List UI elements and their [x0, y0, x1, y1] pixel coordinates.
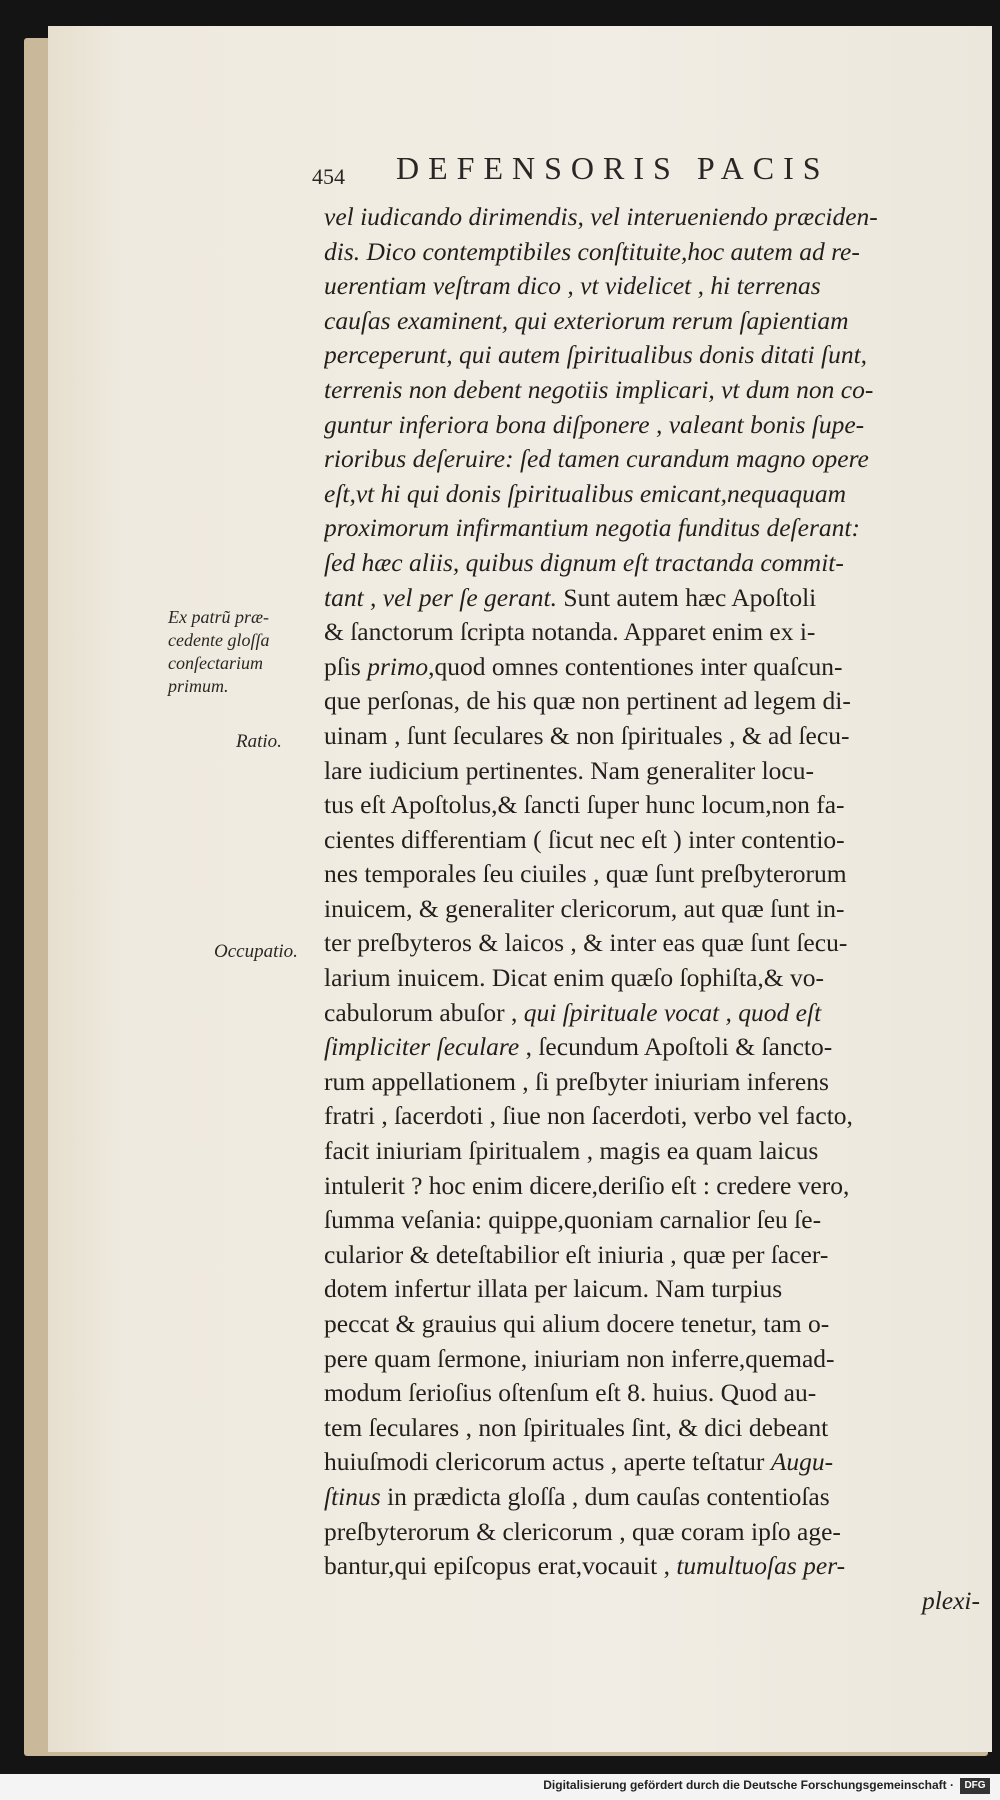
text-run: vel iudicando dirimendis, vel interueniendo præciden-	[324, 202, 878, 231]
margin-note-occupatio	[214, 940, 298, 963]
text-run: que perſonas, de his quæ non pertinent ad legem di-	[324, 686, 851, 716]
text-line	[324, 823, 986, 858]
text-run: ſed hæc aliis, quibus dignum eſt tractanda commit-	[324, 547, 844, 577]
text-run: perceperunt, qui autem ſpiritualibus donis ditati ſunt,	[324, 340, 868, 370]
text-run: proximorum infirmantium negotia funditus deſerant:	[324, 513, 860, 543]
running-title: DEFENSORIS PACIS	[396, 150, 830, 186]
text-run: cabulorum abuſor ,	[324, 997, 524, 1027]
dfg-logo-icon: DFG	[960, 1778, 990, 1794]
text-line	[324, 1342, 986, 1377]
text-line	[324, 1480, 986, 1515]
text-run: fratri , ſacerdoti , ſiue non ſacerdoti, verbo vel facto,	[324, 1101, 853, 1131]
footer-credit: Digitalisierung gefördert durch die Deutsche Forschungsgemeinschaft ·	[543, 1778, 954, 1792]
margin-note-line: Ratio.	[236, 731, 282, 752]
text-run: facit iniuriam ſpiritualem , magis ea quam laicus	[324, 1136, 819, 1166]
text-run: , ſecundum Apoſtoli & ſancto-	[519, 1032, 833, 1062]
text-line	[324, 408, 986, 443]
margin-note-ratio	[236, 730, 282, 753]
text-line	[324, 1238, 986, 1273]
text-run: rum appellationem , ſi preſbyter iniuriam inferens	[324, 1066, 829, 1096]
margin-note-consectarium	[168, 606, 269, 698]
text-run: dis. Dico contemptibiles conſtituite,hoc autem ad re-	[324, 236, 860, 266]
text-line	[324, 1030, 986, 1065]
text-run: rioribus deſeruire: ſed tamen curandum magno opere	[324, 444, 869, 474]
text-line	[324, 926, 986, 961]
text-run: ſumma veſania: quippe,quoniam carnalior ſeu ſe-	[324, 1205, 822, 1235]
text-line	[324, 961, 986, 996]
text-line	[324, 235, 986, 270]
text-run: ſimpliciter ſeculare	[324, 1032, 520, 1062]
text-line	[324, 477, 986, 512]
text-line	[324, 546, 986, 581]
text-run: tumultuoſas per-	[676, 1551, 846, 1581]
text-line	[324, 1065, 986, 1100]
digitization-footer	[0, 1774, 1000, 1800]
text-run: primo	[367, 651, 429, 681]
text-line	[324, 719, 986, 754]
text-run: modum ſerioſius oſtenſum eſt 8. huius. Quod au-	[324, 1378, 817, 1408]
text-run: ter preſbyteros & laicos , & inter eas quæ ſunt ſecu-	[324, 928, 848, 958]
text-run: dotem infertur illata per laicum. Nam turpius	[324, 1274, 783, 1304]
text-run: preſbyterorum & clericorum , quæ coram ipſo age-	[324, 1516, 841, 1546]
text-run: ſtinus	[324, 1481, 381, 1511]
text-line	[324, 857, 986, 892]
text-line	[324, 615, 986, 650]
text-line	[324, 200, 986, 235]
text-run: cauſas examinent, qui exteriorum rerum ſapientiam	[324, 305, 849, 335]
text-line	[324, 1169, 986, 1204]
text-line	[324, 373, 986, 408]
text-run: intulerit ? hoc enim dicere,deriſio eſt : credere vero,	[324, 1170, 850, 1200]
text-line	[324, 1134, 986, 1169]
text-run: tus eſt Apoſtolus,& ſancti ſuper hunc locum,non fa-	[324, 790, 845, 820]
margin-note-line: conſectarium	[168, 653, 263, 673]
text-run: lare iudicium pertinentes. Nam generaliter locu-	[324, 755, 814, 785]
text-line	[324, 754, 986, 789]
text-run: Sunt autem hæc Apoſtoli	[557, 582, 817, 612]
text-run: pſis	[324, 651, 368, 681]
text-line	[324, 1307, 986, 1342]
text-run: tem ſeculares , non ſpirituales ſint, & dici debeant	[324, 1412, 829, 1442]
text-run: larium inuicem. Dicat enim quæſo ſophiſta,& vo-	[324, 963, 824, 993]
margin-note-line: Occupatio.	[214, 941, 298, 962]
text-run: nes temporales ſeu ciuiles , quæ ſunt preſbyterorum	[324, 859, 847, 889]
body-text	[324, 200, 986, 1618]
text-line	[324, 1584, 986, 1619]
text-line	[324, 1376, 986, 1411]
text-run: in prædicta gloſſa , dum cauſas contentioſas	[380, 1481, 830, 1511]
margin-note-line: Ex patrũ præ-	[168, 607, 269, 627]
text-run: plexi-	[921, 1585, 980, 1615]
text-line	[324, 1272, 986, 1307]
text-run: cientes differentiam ( ſicut nec eſt ) inter contentio-	[324, 824, 845, 854]
text-run: & ſanctorum ſcripta notanda. Apparet enim ex i-	[324, 617, 816, 647]
text-line	[324, 269, 986, 304]
text-run: pere quam ſermone, iniuriam non inferre,quemad-	[324, 1343, 835, 1373]
text-line	[324, 1411, 986, 1446]
running-head	[312, 150, 952, 200]
text-line	[324, 1549, 986, 1584]
text-run: eſt,vt hi qui donis ſpiritualibus emicant,nequaquam	[324, 478, 847, 508]
text-line	[324, 581, 986, 616]
text-run: tant , vel per ſe gerant.	[324, 582, 557, 612]
margin-note-line: primum.	[168, 676, 229, 696]
text-line	[324, 1445, 986, 1480]
text-line	[324, 1099, 986, 1134]
page-number: 454	[312, 164, 345, 189]
text-line	[324, 650, 986, 685]
text-run: bantur,qui epiſcopus erat,vocauit ,	[324, 1551, 677, 1581]
text-run: ,quod omnes contentiones inter quaſcun-	[428, 651, 843, 681]
text-run: peccat & grauius qui alium docere tenetur, tam o-	[324, 1309, 830, 1338]
text-run: guntur inferiora bona diſponere , valeant bonis ſupe-	[324, 409, 865, 439]
text-line	[324, 996, 986, 1031]
text-line	[324, 684, 986, 719]
text-run: huiuſmodi clericorum actus , aperte teſtatur	[324, 1447, 771, 1477]
text-line	[324, 338, 986, 373]
text-line	[324, 511, 986, 546]
text-line	[324, 1203, 986, 1238]
text-run: inuicem, & generaliter clericorum, aut quæ ſunt in-	[324, 893, 845, 923]
text-run: Augu-	[770, 1447, 834, 1477]
text-run: uerentiam veſtram dico , vt videlicet , hi terrenas	[324, 271, 821, 301]
margin-note-line: cedente gloſſa	[168, 630, 270, 650]
text-line	[324, 1515, 986, 1550]
text-line	[324, 788, 986, 823]
text-run: uinam , ſunt ſeculares & non ſpirituales , & ad ſecu-	[324, 720, 850, 750]
text-line	[324, 892, 986, 927]
text-run: terrenis non debent negotiis implicari, vt dum non co-	[324, 374, 874, 404]
text-line	[324, 304, 986, 339]
text-line	[324, 442, 986, 477]
text-run: qui ſpirituale vocat , quod eſt	[523, 997, 822, 1027]
text-run: cularior & deteſtabilior eſt iniuria , quæ per ſacer-	[324, 1239, 829, 1269]
